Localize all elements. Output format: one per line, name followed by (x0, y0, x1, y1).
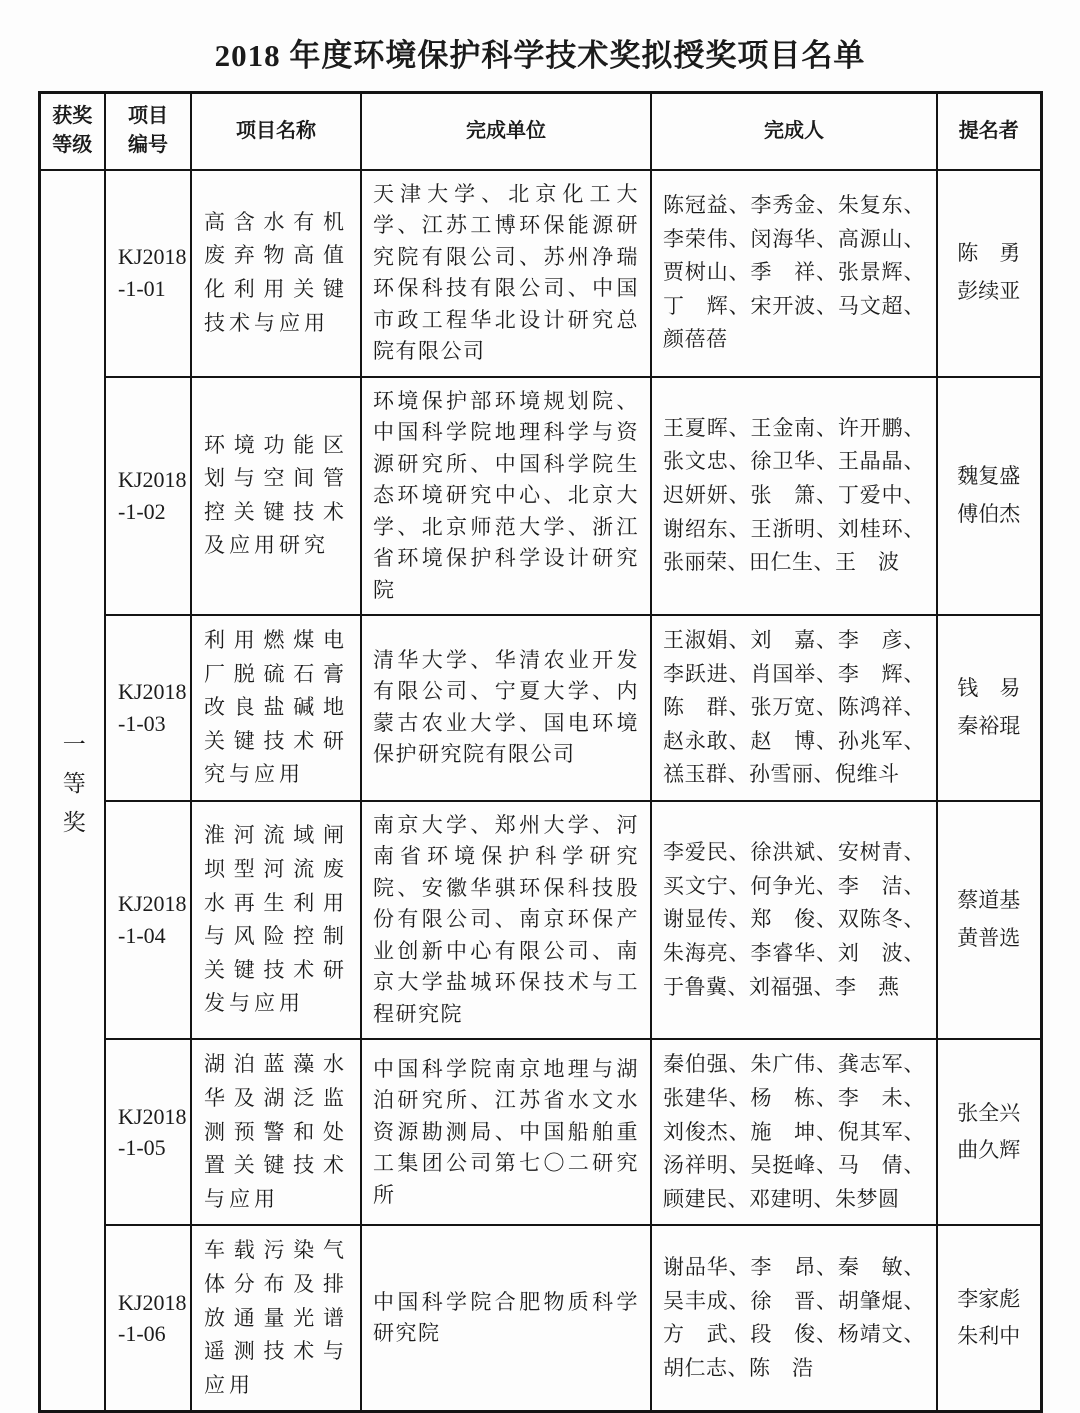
project-id-line: KJ2018 (118, 1103, 187, 1129)
project-name-cell: 高含水有机废弃物高值化利用关键技术与应用 (191, 170, 361, 377)
header-organizations: 完成单位 (361, 93, 651, 170)
nominator-line: 李家彪 (957, 1286, 1021, 1311)
nominator-line: 蔡道基 (957, 888, 1021, 913)
organizations-cell: 南京大学、郑州大学、河南省环境保护科学研究院、安徽华骐环保科技股份有限公司、南京环保产业创新中心有限公司、南京大学盐城环保技术与工程研究院 (361, 801, 651, 1040)
award-level-cell (39, 170, 105, 1412)
project-id-line: KJ2018 (118, 1289, 187, 1315)
nominator-line: 秦裕琨 (957, 713, 1021, 738)
completers-cell: 秦伯强、朱广伟、龚志军、张建华、杨 栋、李 未、刘俊杰、施 坤、倪其军、汤祥明、吴挺峰、马 倩、顾建民、邓建明、朱梦圆 (651, 1039, 937, 1225)
header-award-level (39, 93, 105, 170)
project-id-line: -1-05 (118, 1135, 166, 1161)
nominator-cell (937, 615, 1041, 801)
table-row (39, 377, 1041, 616)
project-name-cell: 环境功能区划与空间管控关键技术及应用研究 (191, 377, 361, 616)
project-name-cell: 淮河流域闸坝型河流废水再生利用与风险控制关键技术研发与应用 (191, 801, 361, 1040)
completers-cell: 陈冠益、李秀金、朱复东、李荣伟、闵海华、高源山、贾树山、季 祥、张景辉、丁 辉、宋开波、马文超、颜蓓蓓 (651, 170, 937, 377)
project-id-cell (105, 377, 191, 616)
table-row (39, 1039, 1041, 1225)
project-id-line: KJ2018 (118, 679, 187, 705)
project-id-cell (105, 170, 191, 377)
nominator-cell (937, 377, 1041, 616)
nominator-line: 朱利中 (957, 1324, 1021, 1349)
table-row (39, 1225, 1041, 1411)
project-name-cell: 车载污染气体分布及排放通量光谱遥测技术与应用 (191, 1225, 361, 1411)
organizations-cell: 天津大学、北京化工大学、江苏工博环保能源研究院有限公司、苏州净瑞环保科技有限公司、中国市政工程华北设计研究总院有限公司 (361, 170, 651, 377)
project-id-line: -1-06 (118, 1321, 166, 1347)
nominator-line: 曲久辉 (957, 1138, 1021, 1163)
completers-cell: 王夏晖、王金南、许开鹏、张文忠、徐卫华、王晶晶、迟妍妍、张 箫、丁爱中、谢绍东、王浙明、刘桂环、张丽荣、田仁生、王 波 (651, 377, 937, 616)
nominator-line: 傅伯杰 (957, 501, 1021, 526)
nominator-cell (937, 1225, 1041, 1411)
nominator-cell (937, 1039, 1041, 1225)
project-name-cell: 利用燃煤电厂脱硫石膏改良盐碱地关键技术研究与应用 (191, 615, 361, 801)
project-id-line: KJ2018 (118, 891, 187, 917)
project-id-line: -1-02 (118, 498, 166, 524)
nominator-line: 魏复盛 (957, 463, 1021, 488)
page-title: 2018 年度环境保护科学技术奖拟授奖项目名单 (214, 38, 866, 73)
table-row (39, 170, 1041, 377)
completers-cell: 谢品华、李 昂、秦 敏、吴丰成、徐 晋、胡肇焜、方 武、段 俊、杨靖文、胡仁志、陈 浩 (651, 1225, 937, 1411)
nominator-line: 钱 易 (957, 676, 1021, 701)
header-completers: 完成人 (651, 93, 937, 170)
table-header-row (39, 93, 1041, 170)
header-nominator: 提名者 (937, 93, 1041, 170)
nominator-line: 彭续亚 (957, 279, 1021, 303)
project-name-cell: 湖泊蓝藻水华及湖泛监测预警和处置关键技术与应用 (191, 1039, 361, 1225)
nominator-line: 张全兴 (957, 1100, 1021, 1125)
project-id-cell (105, 1039, 191, 1225)
header-award-level-line2: 等级 (52, 134, 93, 157)
completers-cell: 王淑娟、刘 嘉、李 彦、李跃进、肖国举、李 辉、陈 群、张万宽、陈鸿祥、赵永敢、赵 博、孙兆军、禚玉群、孙雪丽、倪维斗 (651, 615, 937, 801)
project-id-cell (105, 801, 191, 1040)
organizations-cell: 环境保护部环境规划院、中国科学院地理科学与资源研究所、中国科学院生态环境研究中心、北京大学、北京师范大学、浙江省环境保护科学设计研究院 (361, 377, 651, 616)
organizations-cell: 中国科学院南京地理与湖泊研究所、江苏省水文水资源勘测局、中国船舶重工集团公司第七〇二研究所 (361, 1039, 651, 1225)
header-award-level-line1: 获奖 (52, 105, 93, 128)
header-project-id-line2: 编号 (128, 134, 168, 157)
project-id-line: KJ2018 (118, 466, 187, 492)
project-id-line: -1-03 (118, 710, 166, 736)
organizations-cell: 中国科学院合肥物质科学研究院 (361, 1225, 651, 1411)
project-id-line: -1-04 (118, 923, 166, 949)
project-id-cell (105, 1225, 191, 1411)
award-level-text: 一等奖 (59, 731, 85, 849)
nominator-cell (937, 170, 1041, 377)
header-project-name: 项目名称 (191, 93, 361, 170)
nominator-line: 黄普选 (957, 926, 1021, 951)
header-project-id (105, 93, 191, 170)
project-id-line: KJ2018 (118, 244, 187, 270)
project-id-line: -1-01 (118, 276, 166, 301)
nominator-line: 陈 勇 (957, 241, 1021, 266)
table-row (39, 615, 1041, 801)
organizations-cell: 清华大学、华清农业开发有限公司、宁夏大学、内蒙古农业大学、国电环境保护研究院有限公司 (361, 615, 651, 801)
header-project-id-line1: 项目 (128, 105, 168, 128)
awards-table (38, 91, 1043, 1413)
nominator-cell (937, 801, 1041, 1040)
table-row (39, 801, 1041, 1040)
completers-cell: 李爱民、徐洪斌、安树青、买文宁、何争光、李 洁、谢显传、郑 俊、双陈冬、朱海亮、李睿华、刘 波、于鲁冀、刘福强、李 燕 (651, 801, 937, 1040)
project-id-cell (105, 615, 191, 801)
